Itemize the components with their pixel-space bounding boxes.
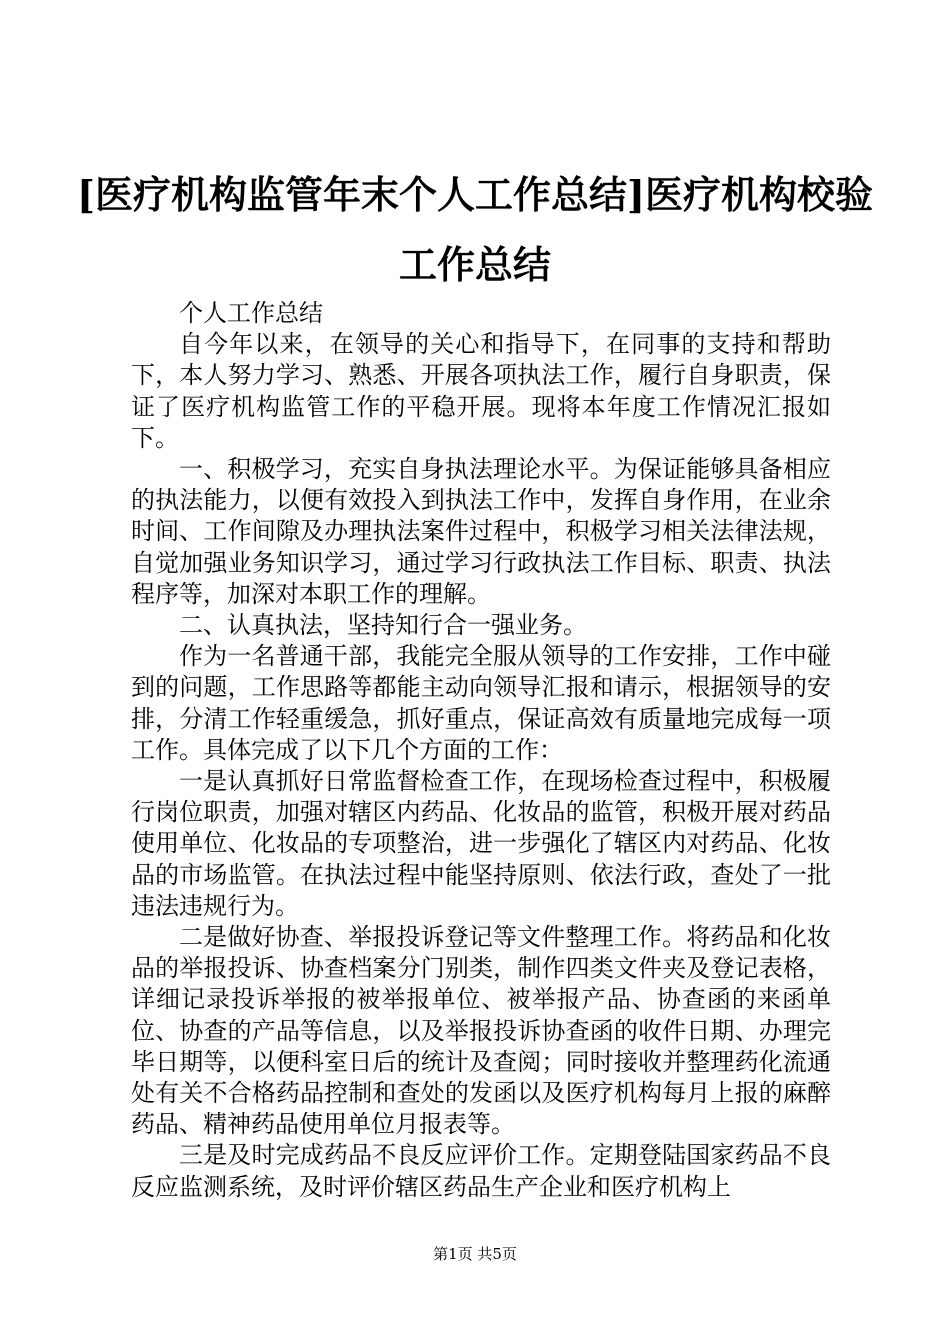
page-footer: 第1页 共5页 [433,1245,517,1263]
paragraph-item-1: 一是认真抓好日常监督检查工作，在现场检查过程中，积极履行岗位职责，加强对辖区内药品、化妆品的监管，积极开展对药品使用单位、化妆品的专项整治，进一步强化了辖区内对药品、化妆品的市场监管。在执法过程中能坚持原则、依法行政，查处了一批违法违规行为。 [131,767,831,920]
paragraph-item-2: 二是做好协查、举报投诉登记等文件整理工作。将药品和化妆品的举报投诉、协查档案分门别类，制作四类文件夹及登记表格，详细记录投诉举报的被举报单位、被举报产品、协查函的来函单位、协查的产品等信息，以及举报投诉协查函的收件日期、办理完毕日期等，以便科室日后的统计及查阅；同时接收并整理药化流通处有关不合格药品控制和查处的发函以及医疗机构每月上报的麻醉药品、精神药品使用单位月报表等。 [131,923,831,1139]
document-body [131,298,831,1203]
paragraph-section-1: 一、积极学习，充实自身执法理论水平。为保证能够具备相应的执法能力，以便有效投入到执法工作中，发挥自身作用，在业余时间、工作间隙及办理执法案件过程中，积极学习相关法律法规，自觉加强业务知识学习，通过学习行政执法工作目标、职责、执法程序等，加深对本职工作的理解。 [131,455,831,608]
paragraph-section-2-body: 作为一名普通干部，我能完全服从领导的工作安排，工作中碰到的问题，工作思路等都能主动向领导汇报和请示，根据领导的安排，分清工作轻重缓急，抓好重点，保证高效有质量地完成每一项工作。具体完成了以下几个方面的工作： [131,642,831,764]
paragraph-heading: 个人工作总结 [179,299,323,327]
paragraph-item-3: 三是及时完成药品不良反应评价工作。定期登陆国家药品不良反应监测系统，及时评价辖区药品生产企业和医疗机构上 [131,1141,831,1201]
paragraph-intro: 自今年以来，在领导的关心和指导下，在同事的支持和帮助下，本人努力学习、熟悉、开展各项执法工作，履行自身职责，保证了医疗机构监管工作的平稳开展。现将本年度工作情况汇报如下。 [131,330,831,452]
paragraph-section-2-heading: 二、认真执法，坚持知行合一强业务。 [179,611,587,640]
document-title: [医疗机构监管年末个人工作总结]医疗机构校验工作总结 [77,172,873,287]
